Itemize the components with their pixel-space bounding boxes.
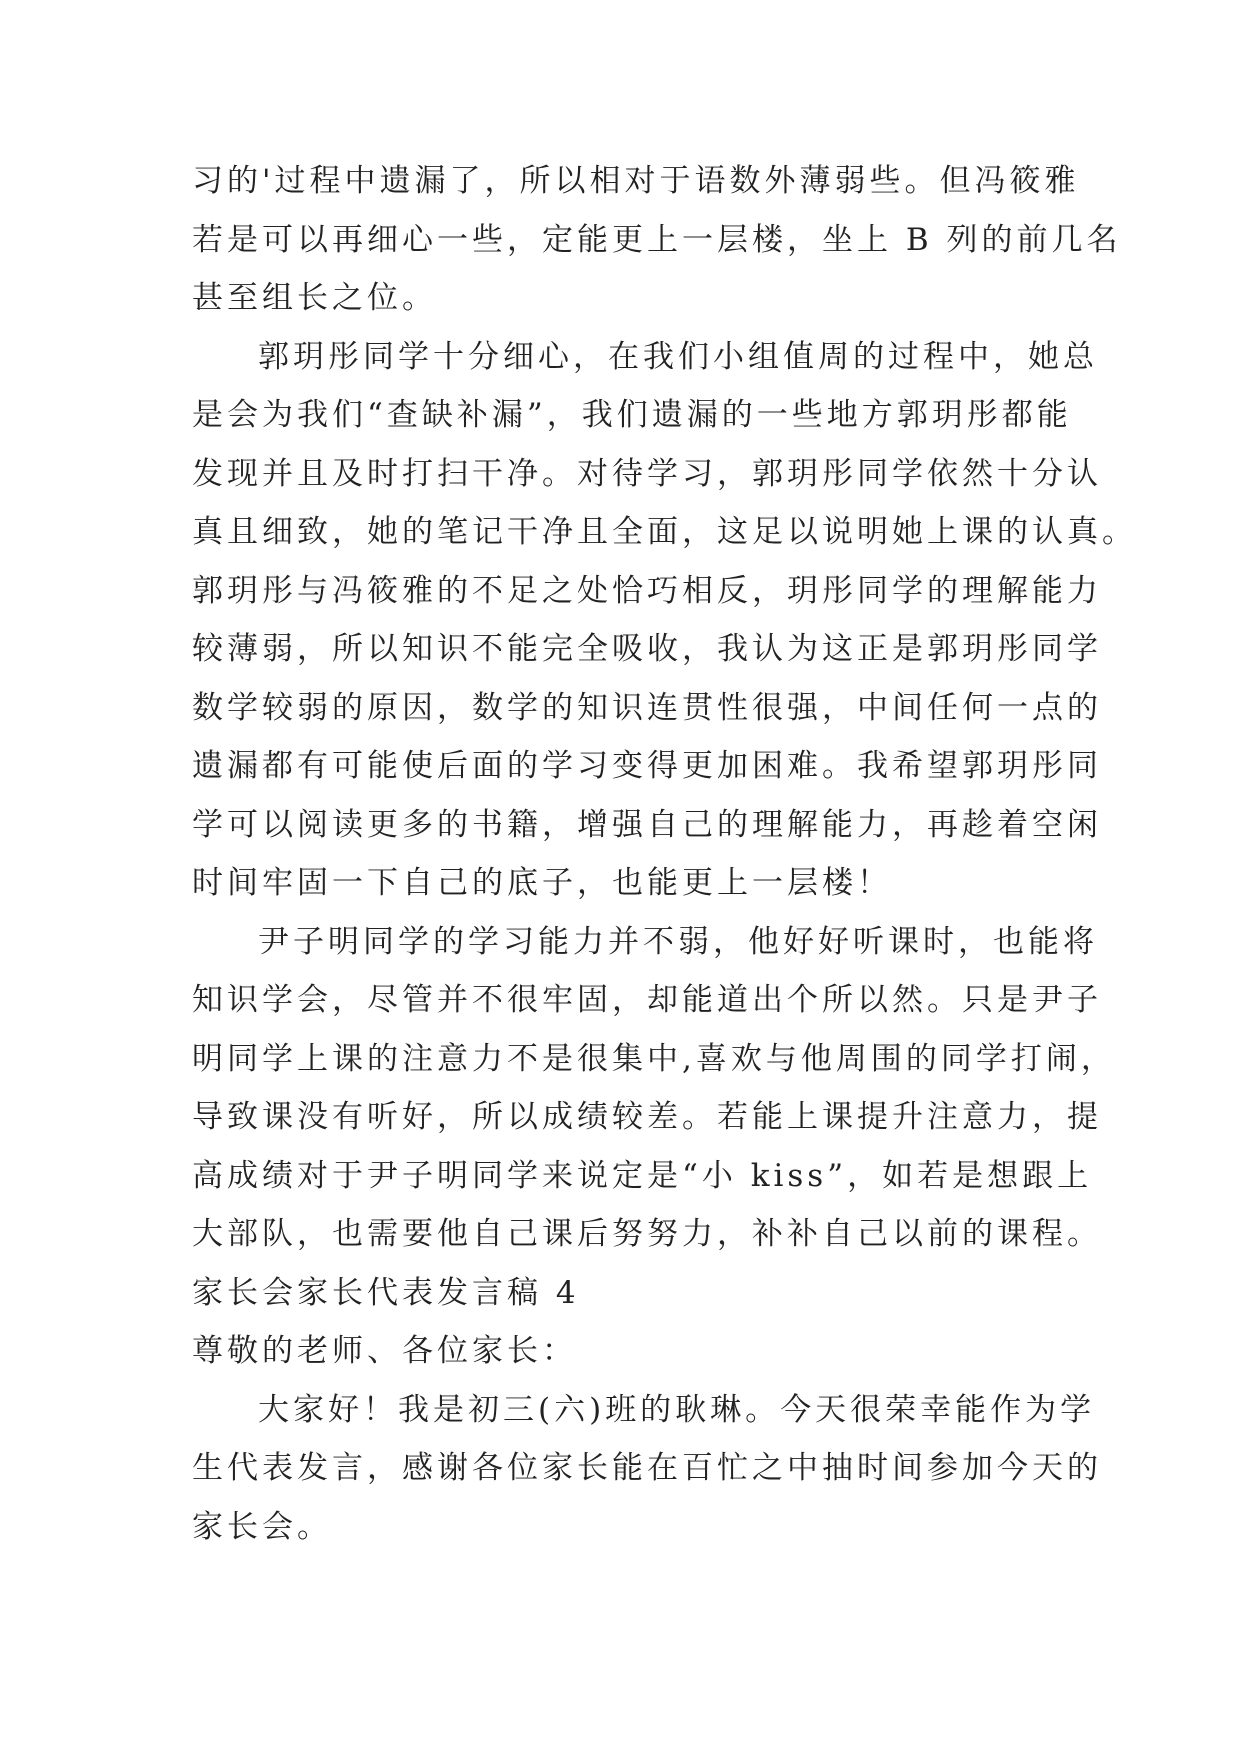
text-line: 明同学上课的注意力不是很集中,喜欢与他周围的同学打闹， xyxy=(192,1040,1116,1077)
text-line: 较薄弱，所以知识不能完全吸收，我认为这正是郭玥彤同学 xyxy=(192,631,1102,667)
text-line: 若是可以再细心一些，定能更上一层楼，坐上 B 列的前几名 xyxy=(192,221,1122,258)
paragraph-first-line: 大家好！我是初三(六)班的耿琳。今天很荣幸能作为学 xyxy=(258,1391,1096,1428)
text-line: 生代表发言，感谢各位家长能在百忙之中抽时间参加今天的 xyxy=(192,1450,1102,1486)
text-line: 数学较弱的原因，数学的知识连贯性很强，中间任何一点的 xyxy=(192,689,1102,726)
text-line: 知识学会，尽管并不很牢固，却能道出个所以然。只是尹子 xyxy=(192,982,1102,1018)
text-line: 高成绩对于尹子明同学来说定是“小 kiss”，如若是想跟上 xyxy=(192,1157,1093,1194)
text-line: 遗漏都有可能使后面的学习变得更加困难。我希望郭玥彤同 xyxy=(192,748,1102,784)
text-line: 学可以阅读更多的书籍，增强自己的理解能力，再趁着空闲 xyxy=(192,806,1102,843)
text-line: 是会为我们“查缺补漏”，我们遗漏的一些地方郭玥彤都能 xyxy=(192,397,1072,433)
text-line: 家长会。 xyxy=(192,1508,332,1545)
section-heading: 家长会家长代表发言稿 4 xyxy=(192,1274,580,1311)
text-line: 时间牢固一下自己的底子，也能更上一层楼！ xyxy=(192,865,892,901)
salutation: 尊敬的老师、各位家长： xyxy=(192,1333,577,1369)
text-line: 发现并且及时打扫干净。对待学习，郭玥彤同学依然十分认 xyxy=(192,455,1102,492)
paragraph-first-line: 尹子明同学的学习能力并不弱，他好好听课时，也能将 xyxy=(258,923,1098,960)
text-line: 真且细致，她的笔记干净且全面，这足以说明她上课的认真。 xyxy=(192,514,1137,550)
text-line: 甚至组长之位。 xyxy=(192,280,437,316)
text-line: 大部队，也需要他自己课后努努力，补补自己以前的课程。 xyxy=(192,1216,1102,1252)
text-line: 导致课没有听好，所以成绩较差。若能上课提升注意力，提 xyxy=(192,1099,1102,1135)
text-line: 习的'过程中遗漏了，所以相对于语数外薄弱些。但冯筱雅 xyxy=(192,163,1080,199)
paragraph-first-line: 郭玥彤同学十分细心，在我们小组值周的过程中，她总 xyxy=(258,338,1098,375)
text-line: 郭玥彤与冯筱雅的不足之处恰巧相反，玥彤同学的理解能力 xyxy=(192,572,1102,609)
document-body xyxy=(192,152,1137,1556)
